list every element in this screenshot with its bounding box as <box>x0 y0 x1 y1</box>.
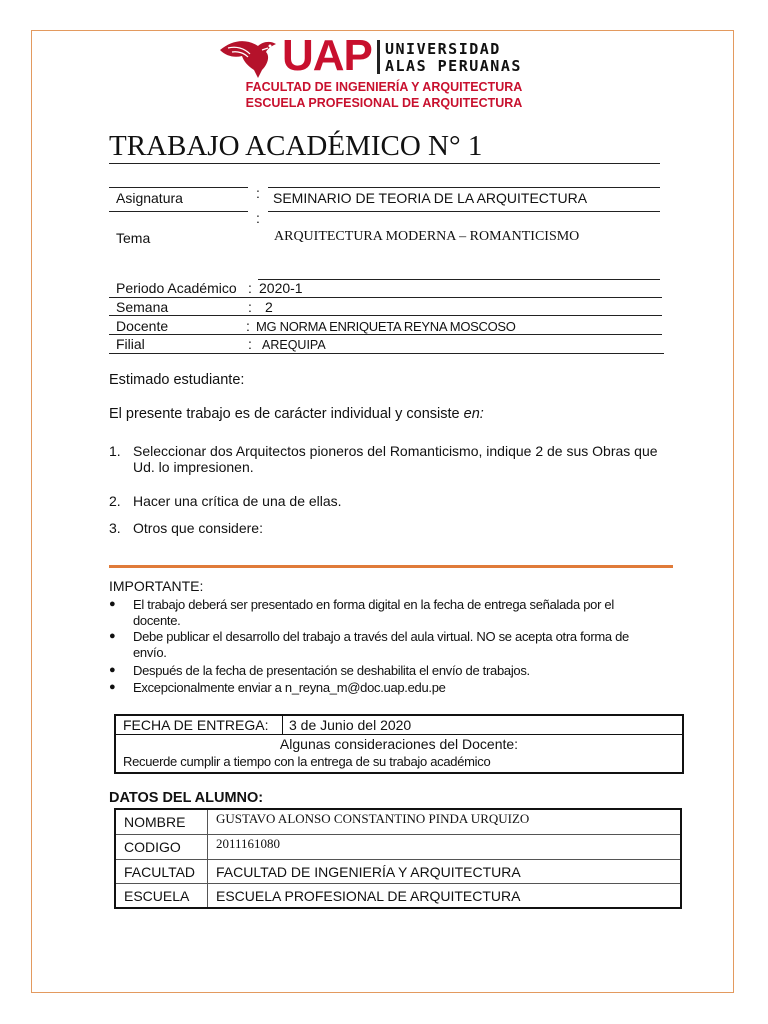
table-cell-value: 2011161080 <box>208 835 682 860</box>
semana-value: 2 <box>265 299 273 315</box>
table-row <box>115 860 681 884</box>
delivery-date-label: FECHA DE ENTREGA: <box>123 717 269 733</box>
filial-value: AREQUIPA <box>262 338 326 352</box>
list-item: Otros que considere: <box>133 520 263 536</box>
periodo-label: Periodo Académico <box>116 280 237 296</box>
table-row <box>115 809 681 835</box>
considerations-text: Recuerde cumplir a tiempo con la entrega de su trabajo académico <box>123 754 491 769</box>
table-cell-label: ESCUELA <box>115 884 208 909</box>
section-divider <box>109 565 673 568</box>
docente-colon: : <box>246 318 250 334</box>
table-row <box>115 835 681 860</box>
considerations-title: Algunas consideraciones del Docente: <box>279 736 519 752</box>
bullet-icon: ● <box>109 630 116 642</box>
filial-label: Filial <box>116 336 145 352</box>
bullet-icon: ● <box>109 681 116 693</box>
info-line <box>109 334 662 335</box>
info-line <box>268 211 660 212</box>
info-line <box>258 279 660 280</box>
list-item: Hacer una crítica de una de ellas. <box>133 493 342 509</box>
box-divider <box>282 716 283 734</box>
table-cell-value: GUSTAVO ALONSO CONSTANTINO PINDA URQUIZO <box>208 809 682 835</box>
list-item-line: Seleccionar dos Arquitectos pioneros del Romanticismo, indique 2 de sus Obras que <box>133 443 658 459</box>
table-cell-value: ESCUELA PROFESIONAL DE ARQUITECTURA <box>208 884 682 909</box>
intro-text: El presente trabajo es de carácter individual y consiste <box>109 406 464 422</box>
intro-paragraph <box>109 406 484 422</box>
list-item-line: Ud. lo impresionen. <box>133 459 254 475</box>
logo-uap-text: UAP <box>282 31 372 80</box>
title-rule <box>109 163 660 164</box>
docente-label: Docente <box>116 318 169 334</box>
bullet-line: docente. <box>133 613 181 628</box>
asignatura-colon: : <box>256 185 260 201</box>
university-name-line2: ALAS PERUANAS <box>385 57 522 75</box>
info-line <box>268 187 660 188</box>
faculty-heading: FACULTAD DE INGENIERÍA Y ARQUITECTURA <box>245 80 523 94</box>
list-item-number: 1. <box>109 443 121 459</box>
periodo-colon: : <box>248 280 252 296</box>
list-item: Después de la fecha de presentación se deshabilita el envío de trabajos. <box>133 663 530 678</box>
list-item <box>133 629 668 661</box>
tema-value: ARQUITECTURA MODERNA – ROMANTICISMO <box>274 229 580 244</box>
info-line <box>109 211 248 212</box>
bullet-line: Debe publicar el desarrollo del trabajo a través del aula virtual. NO se acepta otra forma de <box>133 629 629 644</box>
semana-colon: : <box>248 299 252 315</box>
list-item <box>133 597 668 629</box>
asignatura-label: Asignatura <box>116 190 183 206</box>
greeting: Estimado estudiante: <box>109 372 245 388</box>
intro-emphasis: en: <box>463 406 484 422</box>
semana-label: Semana <box>116 299 169 315</box>
list-item <box>133 680 668 696</box>
eagle-logo-icon <box>218 36 282 80</box>
info-line <box>109 297 662 298</box>
bullet-icon: ● <box>109 598 116 610</box>
table-cell-label: CODIGO <box>115 835 208 860</box>
university-name-line1: UNIVERSIDAD <box>385 40 501 58</box>
student-section-title: DATOS DEL ALUMNO: <box>109 790 264 806</box>
table-cell-value: FACULTAD DE INGENIERÍA Y ARQUITECTURA <box>208 860 682 884</box>
table-cell-label: NOMBRE <box>115 809 208 835</box>
info-line <box>109 353 664 354</box>
docente-value: MG NORMA ENRIQUETA REYNA MOSCOSO <box>256 319 516 334</box>
document-title: TRABAJO ACADÉMICO N° 1 <box>109 130 483 162</box>
bullet-line: El trabajo deberá ser presentado en forma digital en la fecha de entrega señalada por el <box>133 597 614 612</box>
important-title: IMPORTANTE: <box>109 578 204 594</box>
email-text: Excepcionalmente enviar a n_reyna_m@doc.uap.edu.pe <box>133 680 446 695</box>
list-item <box>133 443 658 475</box>
bullet-line: envío. <box>133 645 167 660</box>
info-line <box>109 187 248 188</box>
student-table <box>114 808 682 909</box>
delivery-date: 3 de Junio del 2020 <box>289 717 412 733</box>
tema-label: Tema <box>116 230 151 246</box>
periodo-value: 2020-1 <box>259 280 303 296</box>
table-row <box>115 884 681 909</box>
info-line <box>109 315 662 316</box>
asignatura-value: SEMINARIO DE TEORIA DE LA ARQUITECTURA <box>273 190 588 206</box>
filial-colon: : <box>248 336 252 352</box>
bullet-icon: ● <box>109 664 116 676</box>
box-divider <box>116 734 682 735</box>
table-cell-label: FACULTAD <box>115 860 208 884</box>
tema-colon: : <box>256 210 260 226</box>
school-heading: ESCUELA PROFESIONAL DE ARQUITECTURA <box>245 96 523 110</box>
list-item-number: 3. <box>109 520 121 536</box>
list-item-number: 2. <box>109 493 121 509</box>
logo-divider <box>377 40 380 74</box>
